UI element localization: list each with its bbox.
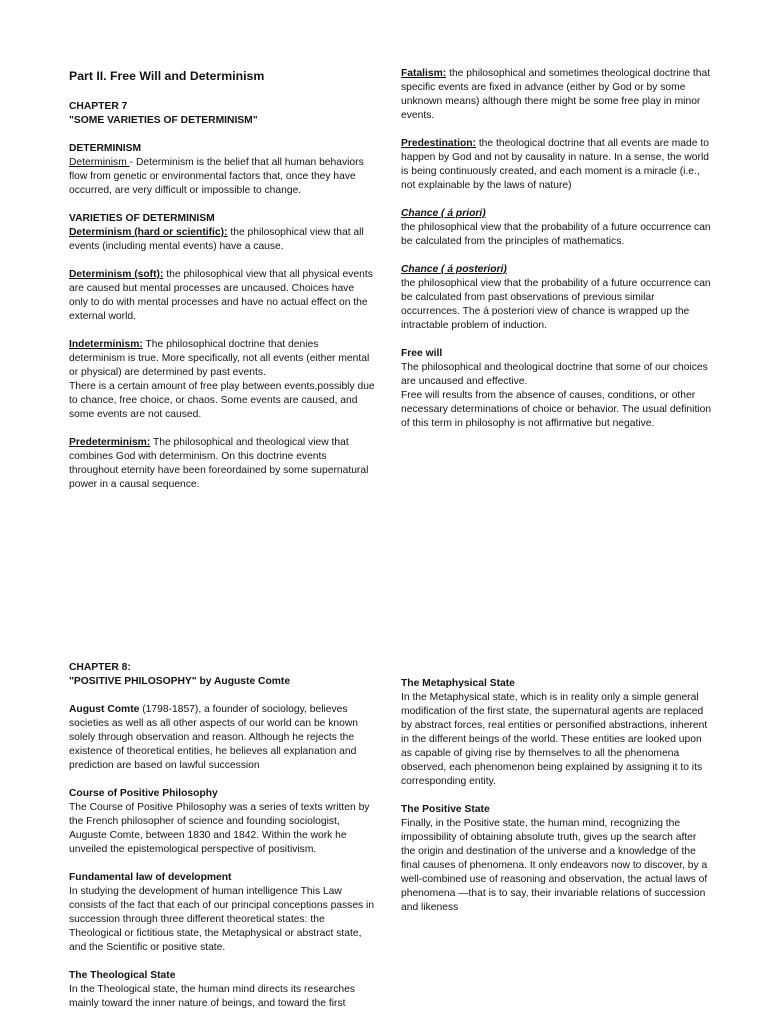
part-title: Part II. Free Will and Determinism — [69, 69, 265, 83]
fatalism-term: Fatalism: — [401, 68, 447, 79]
metaphysical-text: In the Metaphysical state, which is in reality only a simple general modification of the first state, the supernatural agents are replaced by abstract forces, real entities or personified abstractions, inherent in the different beings of the world. These entities are looked upon as capable of giving rise by themselves to all the phenomena observed, each phenomenon being explained by assigning it to its corresponding entity. — [401, 692, 708, 787]
hard-determinism-term: Determinism (hard or scientific): — [69, 227, 228, 238]
indeterminism-paragraph — [69, 338, 375, 380]
free-will-definition-2: Free will results from the absence of causes, conditions, or other necessary determinations of choice or behavior. The usual definition of this term in philosophy is not affirmative but negative. — [401, 390, 712, 429]
chance-posteriori-definition: the philosophical view that the probability of a future occurrence can be calculated from past observations of previous similar occurrences. The á posteriori view of chance is wrapped up the intractable problem of induction. — [401, 278, 711, 331]
comte-name: August Comte — [69, 704, 140, 715]
chance-priori-definition: the philosophical view that the probability of a future occurrence can be calculated from the principles of mathematics. — [401, 222, 711, 247]
theological-heading: The Theological State — [69, 970, 176, 981]
determinism-paragraph — [69, 156, 375, 198]
course-text-1: The Course of Positive Philosophy was a series of texts written by the French philosopher of science and founding sociologist, — [69, 802, 370, 827]
predeterminism-paragraph — [69, 436, 375, 492]
course-text-2: Auguste Comte, between 1830 and 1842. Within the work he unveiled the epistemological perspective of positivism. — [69, 830, 347, 855]
varieties-heading: VARIETIES OF DETERMINISM — [69, 213, 215, 224]
indeterminism-more: There is a certain amount of free play between events,possibly due to chance, free choice, or chaos. Some events are caused, and some events are not caused. — [69, 381, 375, 420]
free-will-heading: Free will — [401, 348, 443, 359]
chapter7-label: CHAPTER 7 — [69, 101, 128, 112]
fatalism-definition: the philosophical and sometimes theological doctrine that specific events are fixed in advance (either by God or by some unknown means) although there might be some free play in minor events. — [401, 68, 711, 121]
indeterminism-term: Indeterminism: — [69, 339, 143, 350]
chapter8-left-column — [69, 661, 375, 1011]
soft-determinism-term: Determinism (soft): — [69, 269, 164, 280]
positive-text: Finally, in the Positive state, the human mind, recognizing the impossibility of obtaining absolute truth, gives up the search after the origin and destination of the universe and a knowledge of the final causes of phenomena. It only endeavors now to discover, by a well-combined use of reasoning and observation, the actual laws of phenomena —that is to say, their invariable relations of succession and likeness — [401, 818, 708, 913]
law-text: In studying the development of human intelligence This Law consists of the fact that each of our principal conceptions passes in succession through three different theoretical states: the Theological or fictitious state, the Metaphysical or abstract state, and the Scientific or positive state. — [69, 886, 375, 953]
determinism-heading: DETERMINISM — [69, 143, 142, 154]
predeterminism-term: Predeterminism: — [69, 437, 151, 448]
chance-posteriori-term: Chance ( á posteriori) — [401, 264, 507, 275]
chapter8-title: "POSITIVE PHILOSOPHY" by Auguste Comte — [69, 676, 291, 687]
chance-priori-term: Chance ( á priori) — [401, 208, 486, 219]
chapter7-title: "SOME VARIETIES OF DETERMINISM" — [69, 115, 258, 126]
soft-determinism-definition: the philosophical view that all physical events are caused but mental processes are uncaused. Choices have only to do with mental processes and have no actual effect on the external world. — [69, 269, 373, 322]
predestination-definition: the theological doctrine that all events are made to happen by God and not by causality in nature. In a sense, the world is being continuously created, and each moment is a miracle (i.e., not explainable by the laws of nature) — [401, 138, 709, 191]
course-heading: Course of Positive Philosophy — [69, 788, 218, 799]
indeterminism-definition: The philosophical doctrine that denies determinism is true. More specifically, not all events (either mental or physical) are determined by past events. — [69, 339, 370, 378]
hard-determinism-definition: the philosophical view that all events (including mental events) have a cause. — [69, 227, 364, 252]
metaphysical-heading: The Metaphysical State — [401, 678, 515, 689]
soft-determinism-paragraph — [69, 268, 375, 324]
free-will-definition-1: The philosophical and theological doctrine that some of our choices are uncaused and effective. — [401, 362, 708, 387]
chapter8-right-column — [401, 677, 713, 915]
chapter7-right-column — [401, 67, 713, 431]
determinism-term: Determinism — [69, 157, 130, 168]
comte-text: (1798-1857), a founder of sociology, believes societies as well as all other aspects of our world can be known solely through observation and reason. Although he rejects the existence of theoretical entities, he believes all explanation and prediction are based on lawful succession — [69, 704, 359, 771]
predestination-term: Predestination: — [401, 138, 476, 149]
predestination-paragraph — [401, 137, 713, 193]
chapter8-label: CHAPTER 8: — [69, 662, 131, 673]
fatalism-paragraph — [401, 67, 713, 123]
law-heading: Fundamental law of development — [69, 872, 232, 883]
theological-text: In the Theological state, the human mind directs its researches mainly toward the inner nature of beings, and toward the first — [69, 984, 355, 1009]
determinism-definition: - Determinism is the belief that all human behaviors flow from genetic or environmental factors that, once they have occurred, are very difficult or impossible to change. — [69, 157, 364, 196]
comte-paragraph — [69, 703, 375, 773]
chapter7-left-column — [69, 68, 375, 492]
positive-heading: The Positive State — [401, 804, 490, 815]
predeterminism-definition: The philosophical and theological view that combines God with determinism. On this doctrine events throughout eternity have been foreordained by some supernatural power in a causal sequence. — [69, 437, 369, 490]
hard-determinism-paragraph — [69, 226, 375, 254]
